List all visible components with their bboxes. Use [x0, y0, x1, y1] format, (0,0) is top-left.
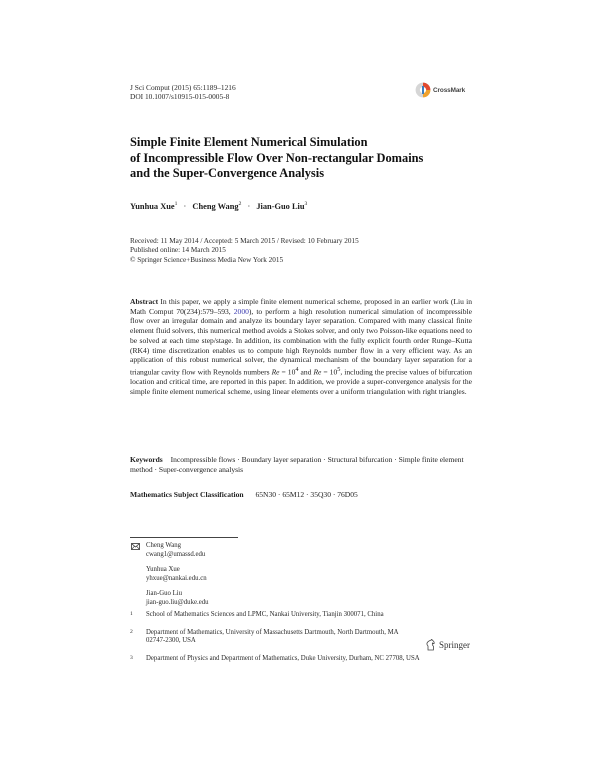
math-exponent: 5: [337, 366, 341, 374]
author-affil-marker: 3: [304, 201, 308, 207]
footnote-divider: [130, 537, 238, 538]
abstract: [130, 297, 472, 397]
received-dates: Received: 11 May 2014 / Accepted: 5 March 2015 / Revised: 10 February 2015: [130, 237, 359, 245]
contact-name: Yunhua Xue: [146, 566, 180, 574]
author-name: Cheng Wang: [192, 201, 239, 211]
crossmark-badge[interactable]: [415, 80, 473, 100]
math-exponent: 4: [295, 366, 299, 374]
affiliation-item: [130, 629, 472, 646]
title-line: Simple Finite Element Numerical Simulation: [130, 135, 368, 149]
abstract-text: In this paper, we apply a simple finite element numerical scheme, proposed in an earlier work (Liu in Math Comput 70(234):579–593,: [130, 297, 472, 316]
affiliation-text: Department of Physics and Department of Mathematics, Duke University, Durham, NC 27708, USA: [146, 654, 420, 662]
crossmark-label: CrossMark: [433, 86, 466, 94]
springer-horse-icon: [425, 639, 436, 651]
publisher-name: Springer: [439, 640, 470, 650]
msc-classification: [130, 490, 358, 499]
author-affil-marker: 1: [174, 201, 178, 207]
envelope-icon: [131, 543, 140, 550]
abstract-text: and: [300, 367, 312, 377]
math-re: Re: [271, 367, 280, 377]
contact-email[interactable]: jian-guo.liu@duke.edu: [146, 598, 209, 606]
article-history: [130, 237, 359, 265]
keywords: [130, 455, 472, 474]
published-date: Published online: 14 March 2015: [130, 246, 226, 255]
msc-codes: 65N30 · 65M12 · 35Q30 · 76D05: [255, 490, 358, 499]
affiliation-number: 1: [130, 611, 133, 617]
author-affil-marker: 2: [238, 201, 242, 207]
author-name: Yunhua Xue: [130, 201, 175, 211]
affiliation-text: 02747-2300, USA: [146, 637, 196, 645]
affiliation-number: 2: [130, 628, 133, 635]
affiliations: [130, 611, 472, 672]
title-line: and the Super-Convergence Analysis: [130, 166, 325, 181]
contact-email[interactable]: cwang1@umassd.edu: [146, 550, 206, 558]
corresponding-contacts: [146, 542, 209, 608]
crossmark-icon: [415, 81, 431, 99]
author-name: Jian-Guo Liu: [256, 201, 305, 211]
author-separator: ·: [247, 201, 251, 211]
contact-name: Jian-Guo Liu: [146, 590, 183, 598]
abstract-text: ), to perform a high resolution numerical simulation of incompressible flow over an irregular domain and analyze its boundary layer separation. Compared with many classical finite element fluid solvers, this numerical method avoids a Stokes solver, and only two Poisson-like equations need to be solved at each time step/stage. In addition, its combination with the fully explicit fourth order Runge–Kutta (RK4) time discretization enables us to compute high Reynolds number flow in a very efficient way. As an application of this robust numerical solver, the dynamical mechanism of the boundary layer separation for a triangular cavity flow with Reynolds numbers: [130, 306, 472, 377]
paper-title: [130, 135, 510, 182]
abstract-label: Abstract: [130, 297, 159, 306]
journal-citation: J Sci Comput (2015) 65:1189–1216: [130, 83, 236, 92]
reference-link[interactable]: 2000: [233, 306, 249, 316]
copyright: © Springer Science+Business Media New York 2015: [130, 255, 284, 264]
keywords-text: Incompressible flows · Boundary layer separation · Structural bifurcation · Simple finite element method · Super-convergence analysis: [130, 455, 464, 474]
math-re: Re: [313, 367, 322, 377]
author-separator: ·: [183, 201, 187, 211]
affiliation-item: [130, 655, 472, 664]
author-list: [130, 201, 307, 211]
math-eq: = 10: [323, 367, 338, 377]
springer-logo: [425, 639, 470, 651]
contact-email[interactable]: yhxue@nankai.edu.cn: [146, 574, 207, 582]
abstract-text: , including the precise values of bifurcation location and critical time, are reported in this paper. In addition, we provide a super-convergence analysis for the simple finite element numerical scheme, using linear elements over a uniform triangulation with right triangles.: [130, 367, 473, 396]
keywords-label: Keywords: [130, 455, 163, 464]
math-eq: = 10: [281, 367, 296, 377]
affiliation-number: 3: [130, 654, 133, 661]
journal-info: [130, 83, 236, 102]
contact-name: Cheng Wang: [146, 542, 182, 549]
affiliation-text: Department of Mathematics, University of Massachusetts Dartmouth, North Dartmouth, MA: [146, 628, 399, 636]
affiliation-item: [130, 611, 472, 620]
doi: DOI 10.1007/s10915-015-0005-8: [130, 92, 230, 102]
msc-label: Mathematics Subject Classification: [130, 490, 244, 499]
affiliation-text: School of Mathematics Sciences and LPMC, Nankai University, Tianjin 300071, China: [146, 611, 384, 618]
title-line: of Incompressible Flow Over Non-rectangular Domains: [130, 150, 424, 165]
